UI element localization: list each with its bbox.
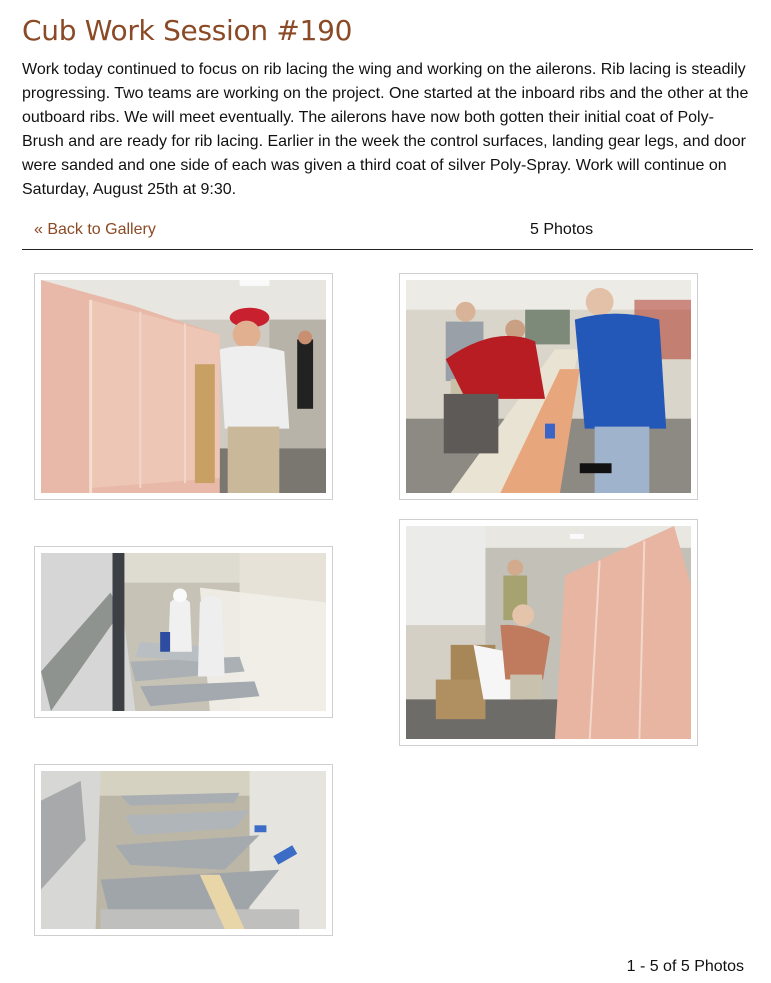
- photo-painted-parts-icon: [41, 771, 326, 929]
- photo-count: 5 Photos: [530, 221, 594, 238]
- session-description: Work today continued to focus on rib lacing the wing and working on the ailerons. Rib lacing is steadily progressing. Two teams are working on the project. One started at the inboard ribs and the other at the outboard ribs. We will meet eventually. The ailerons have now both gotten their initial coat of Poly-Brush and are ready for rib lacing. Earlier in the week the control surfaces, landing gear legs, and door were sanded and one side of each was given a third coat of silver Poly-Spray. Work will continue on Saturday, August 25th at 9:30.: [22, 61, 749, 198]
- gallery-navigation-bar: [22, 218, 753, 250]
- photo-rib-lacing-wing-icon: [41, 280, 326, 493]
- photo-spray-booth-icon: [41, 553, 326, 711]
- photo-wing-lacing-seated-icon: [406, 526, 691, 739]
- photo-thumbnail-4[interactable]: [399, 519, 698, 746]
- photo-thumbnail-1[interactable]: [34, 273, 333, 500]
- photo-thumbnail-5[interactable]: [34, 764, 333, 936]
- photo-thumbnail-2[interactable]: [399, 273, 698, 500]
- page-title: Cub Work Session #190: [22, 14, 353, 47]
- photo-ailerons-table-icon: [406, 280, 691, 493]
- back-to-gallery-link[interactable]: « Back to Gallery: [34, 221, 156, 238]
- photo-thumbnail-3[interactable]: [34, 546, 333, 718]
- pagination-summary: 1 - 5 of 5 Photos: [626, 958, 744, 975]
